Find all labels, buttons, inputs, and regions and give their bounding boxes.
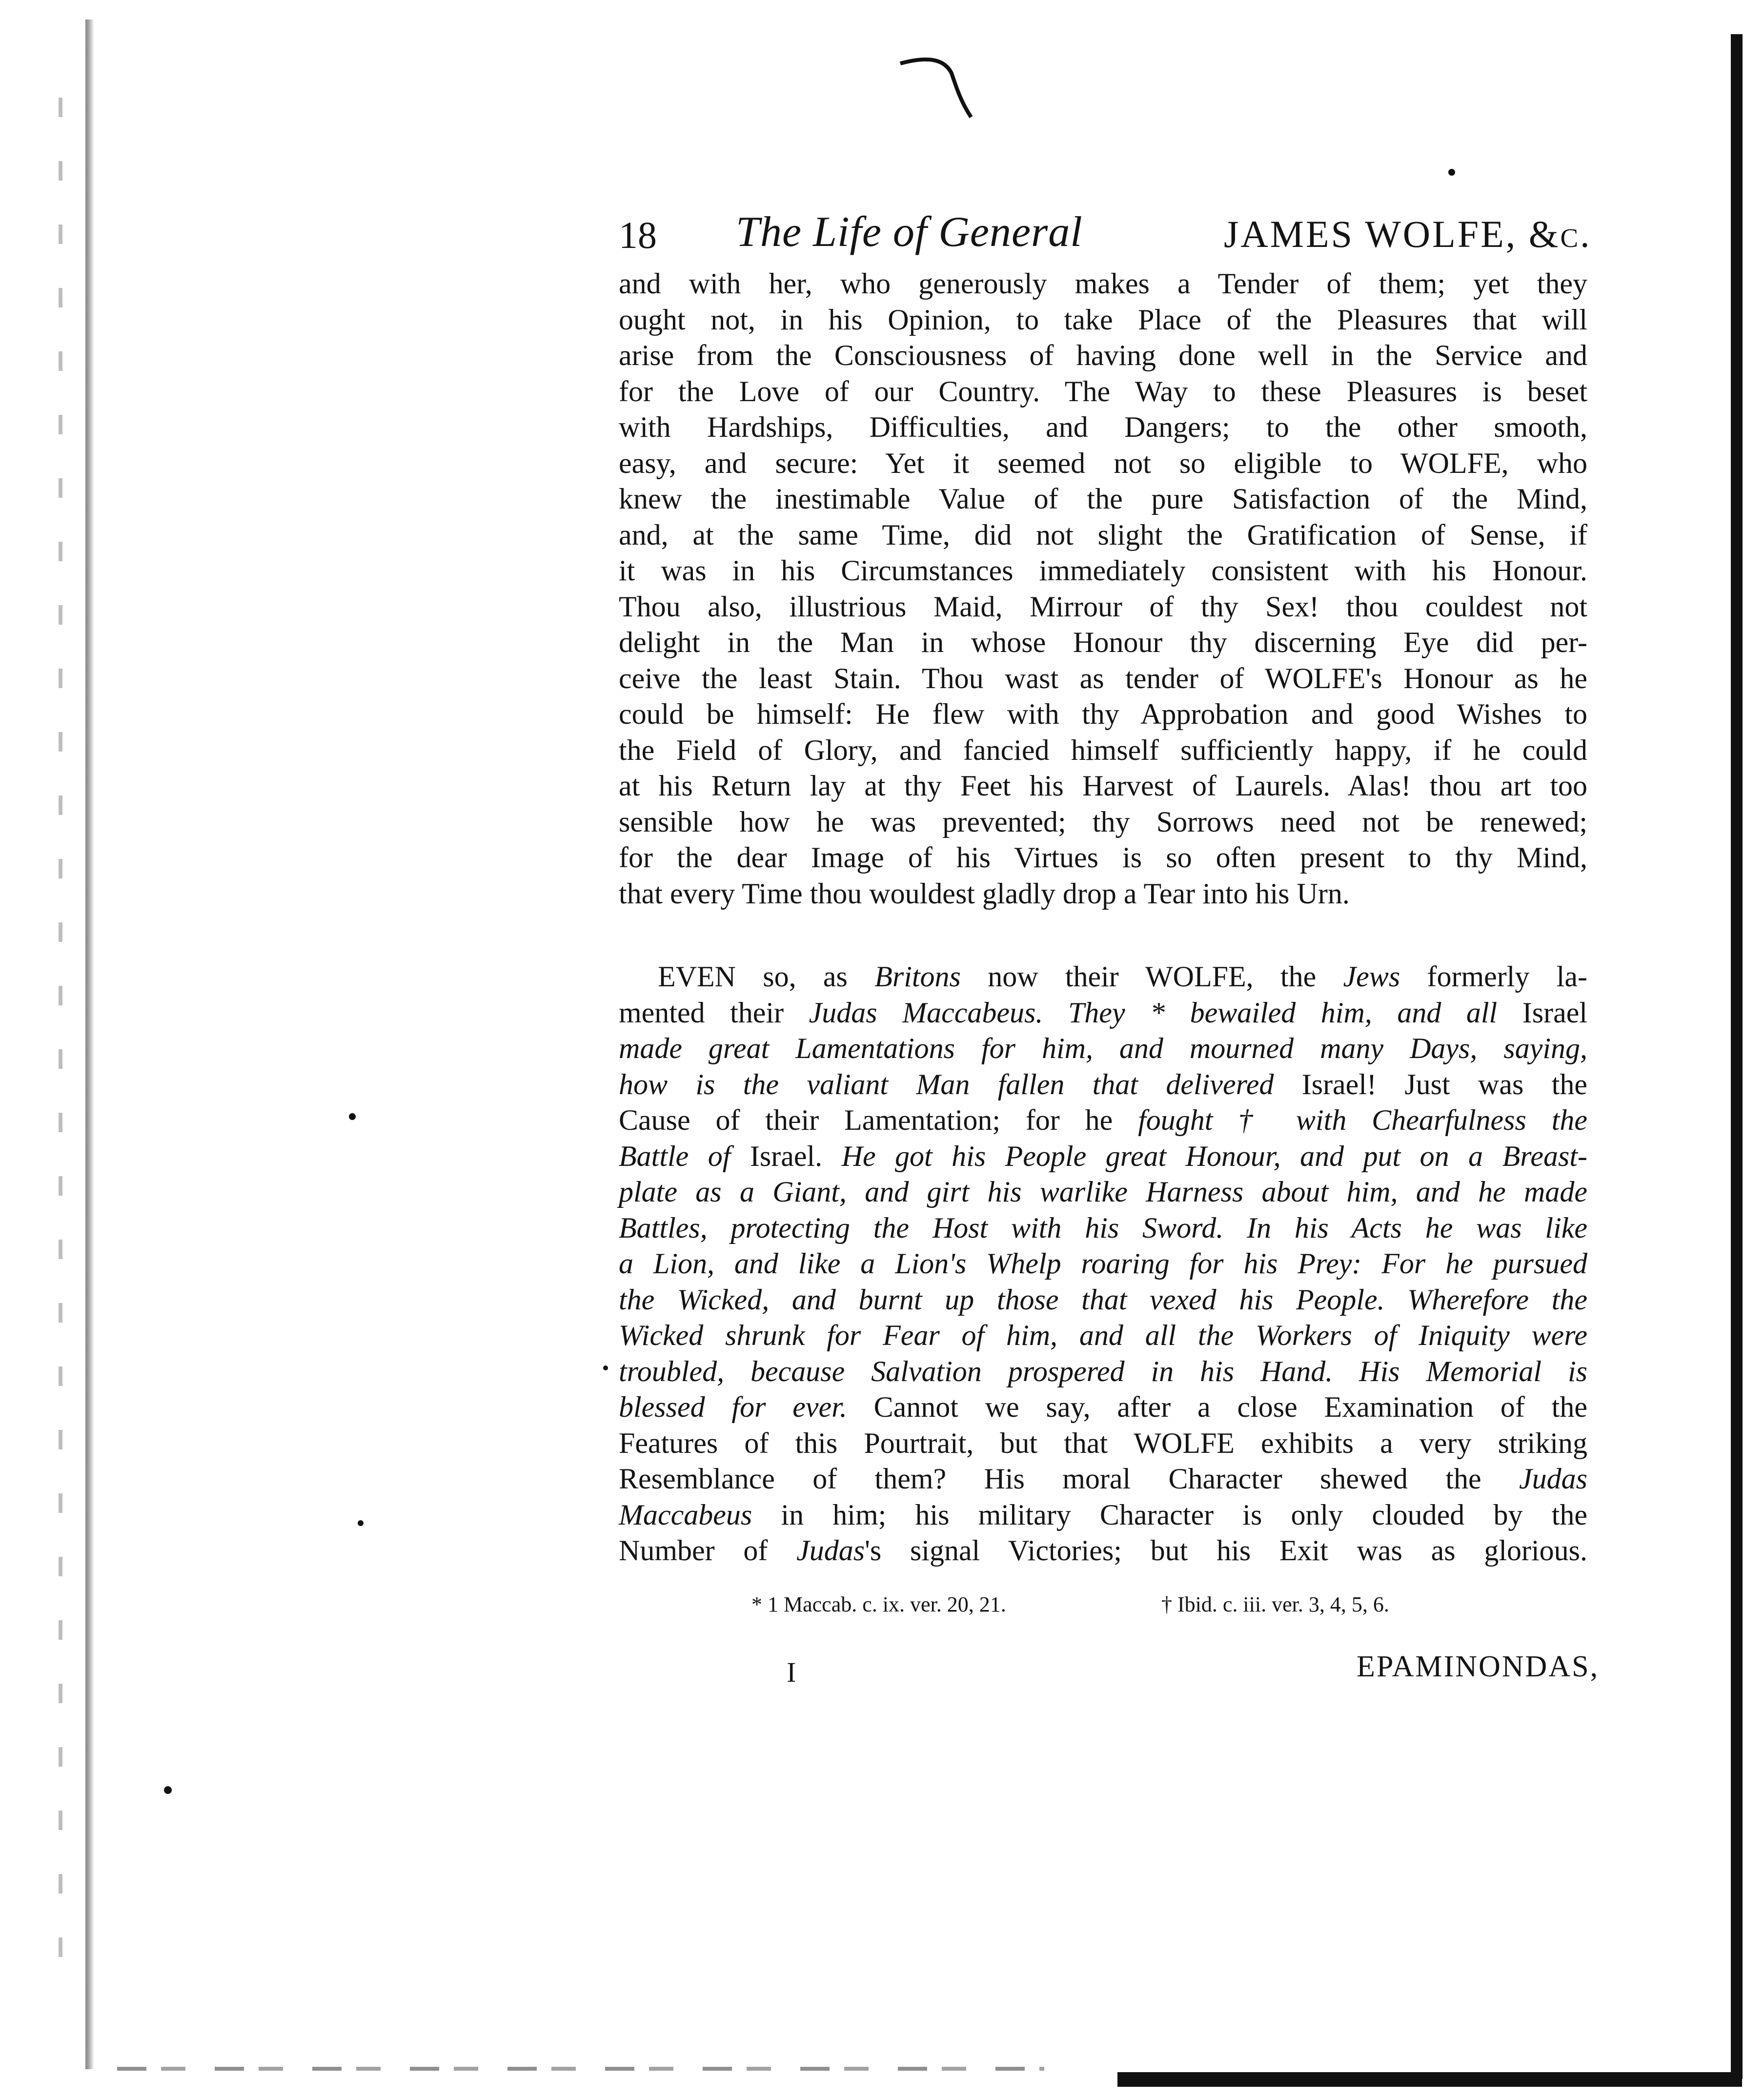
footnotes (751, 1592, 1493, 1621)
text-run-italic: Wicked shrunk for Fear of him, and all the Workers of Iniquity were (619, 1319, 1587, 1351)
footnote-2: † Ibid. c. iii. ver. 3, 4, 5, 6. (1161, 1592, 1389, 1616)
ink-speck (1448, 169, 1455, 176)
text-run: now their WOLFE, the (960, 960, 1343, 993)
scan-right-edge (1731, 34, 1743, 2079)
scan-gutter-shadow (85, 20, 94, 2069)
text-line: delight in the Man in whose Honour thy discerning Eye did per- (619, 626, 1587, 658)
text-line: Thou also, illustrious Maid, Mirrour of thy Sex! thou couldest not (619, 590, 1587, 623)
text-line (619, 1282, 1587, 1318)
ink-speck (349, 1113, 356, 1120)
running-title-name: JAMES WOLFE, &c. (1224, 213, 1592, 255)
text-line: knew the inestimable Value of the pure Satisfaction of the Mind, (619, 483, 1587, 515)
text-line: easy, and secure: Yet it seemed not so eligible to WOLFE, who (619, 447, 1587, 479)
text-line: and with her, who generously makes a Tender of them; yet they (619, 267, 1587, 300)
text-run: Features of this Pourtrait, but that WOLFE exhibits a very striking (619, 1427, 1587, 1459)
text-run: formerly la- (1400, 960, 1587, 993)
text-line: arise from the Consciousness of having done well in the Service and (619, 339, 1587, 371)
text-run: in him; his military Character is only clouded by the (752, 1498, 1587, 1531)
text-line (619, 1210, 1587, 1246)
signature-mark: I (787, 1656, 796, 1688)
text-run-italic: Jews (1343, 960, 1400, 993)
text-run-italic: Judas Maccabeus. (809, 996, 1043, 1029)
text-line: ceive the least Stain. Thou wast as tender of WOLFE's Honour as he (619, 662, 1587, 694)
text-line (619, 959, 1587, 995)
text-run: Resemblance of them? His moral Character shewed the (619, 1463, 1520, 1495)
text-line (619, 1102, 1587, 1139)
text-run: EVEN so, as (658, 960, 875, 993)
text-run: Cause of their Lamentation; for he (619, 1104, 1138, 1136)
text-run-italic: Judas (1519, 1463, 1587, 1495)
text-run-italic: Battles, protecting the Host with his Sword. In his Acts he was like (619, 1211, 1587, 1244)
text-run: Number of (619, 1534, 797, 1567)
text-run (1043, 997, 1068, 1029)
text-line (619, 995, 1587, 1031)
running-title: The Life of General (736, 208, 1083, 256)
text-line (619, 1497, 1587, 1533)
text-run: mented their (619, 996, 809, 1029)
text-run-italic: He got his People great Honour, and put on a Breast- (841, 1140, 1587, 1172)
text-run-italic: They * bewailed him, and all (1068, 996, 1498, 1029)
catchword: EPAMINONDAS, (1357, 1650, 1600, 1683)
text-line: that every Time thou wouldest gladly drop a Tear into his Urn. (619, 877, 1350, 910)
text-run-italic: made great Lamentations for him, and mourned many Days, saying, (619, 1032, 1587, 1064)
text-line: it was in his Circumstances immediately consistent with his Honour. (619, 554, 1587, 587)
text-run-italic: Judas (796, 1534, 865, 1567)
text-run-italic: fought † with Chearfulness the (1138, 1104, 1587, 1136)
text-line: ought not, in his Opinion, to take Place of the Pleasures that will (619, 303, 1587, 336)
text-line (619, 1031, 1587, 1067)
text-run: 's signal Victories; but his Exit was as glorious. (865, 1534, 1587, 1567)
text-line: could be himself: He flew with thy Approbation and good Wishes to (619, 698, 1587, 730)
text-line (619, 1139, 1587, 1175)
ink-speck (358, 1520, 364, 1526)
text-run: Israel! Just was the (1274, 1068, 1587, 1100)
text-run-italic: blessed for ever. (619, 1391, 847, 1423)
text-line: sensible how he was prevented; thy Sorrows need not be renewed; (619, 805, 1587, 838)
text-line: the Field of Glory, and fancied himself sufficiently happy, if he could (619, 734, 1587, 766)
scan-gutter-marks (59, 98, 62, 2001)
text-run: Israel. (730, 1140, 842, 1172)
text-run-italic: Battle of (619, 1140, 731, 1172)
text-line: and, at the same Time, did not slight the Gratification of Sense, if (619, 518, 1587, 551)
text-run-italic: plate as a Giant, and girt his warlike Harness about him, and he made (619, 1176, 1587, 1208)
text-line (619, 1426, 1587, 1462)
text-line (619, 1389, 1587, 1426)
text-line (619, 1246, 1587, 1282)
text-run-italic: the Wicked, and burnt up those that vexed his People. Wherefore the (619, 1283, 1587, 1316)
ink-speck (164, 1786, 172, 1794)
footnote-1: * 1 Maccab. c. ix. ver. 20, 21. (751, 1592, 1006, 1616)
text-run: Israel (1497, 996, 1588, 1029)
text-line (619, 1318, 1587, 1354)
text-line: for the dear Image of his Virtues is so often present to thy Mind, (619, 841, 1587, 874)
text-line: at his Return lay at thy Feet his Harvest of Laurels. Alas! thou art too (619, 770, 1587, 802)
text-line: for the Love of our Country. The Way to these Pleasures is beset (619, 375, 1587, 408)
scan-bottom-scratch (117, 2067, 1044, 2071)
text-line (619, 1461, 1587, 1497)
running-head (619, 207, 1592, 261)
ink-stroke-mark (898, 54, 976, 122)
text-run-italic: how is the valiant Man fallen that delivered (619, 1068, 1274, 1100)
paragraph-1 (619, 266, 1587, 912)
text-line (619, 1533, 1587, 1569)
ink-speck (603, 1365, 608, 1370)
text-run: Cannot we say, after a close Examination of the (847, 1391, 1587, 1423)
text-line (619, 1174, 1587, 1210)
scan-bottom-edge (1117, 2072, 1742, 2087)
page-number: 18 (619, 214, 657, 256)
text-line: with Hardships, Difficulties, and Dangers; to the other smooth, (619, 411, 1587, 443)
paragraph-2 (619, 959, 1587, 1569)
text-run-italic: troubled, because Salvation prospered in his Hand. His Memorial is (619, 1355, 1587, 1387)
text-run-italic: Maccabeus (619, 1498, 752, 1531)
text-line (619, 1067, 1587, 1103)
text-run-italic: a Lion, and like a Lion's Whelp roaring for his Prey: For he pursued (619, 1247, 1587, 1280)
text-line (619, 1354, 1587, 1390)
text-run-italic: Britons (874, 960, 961, 993)
